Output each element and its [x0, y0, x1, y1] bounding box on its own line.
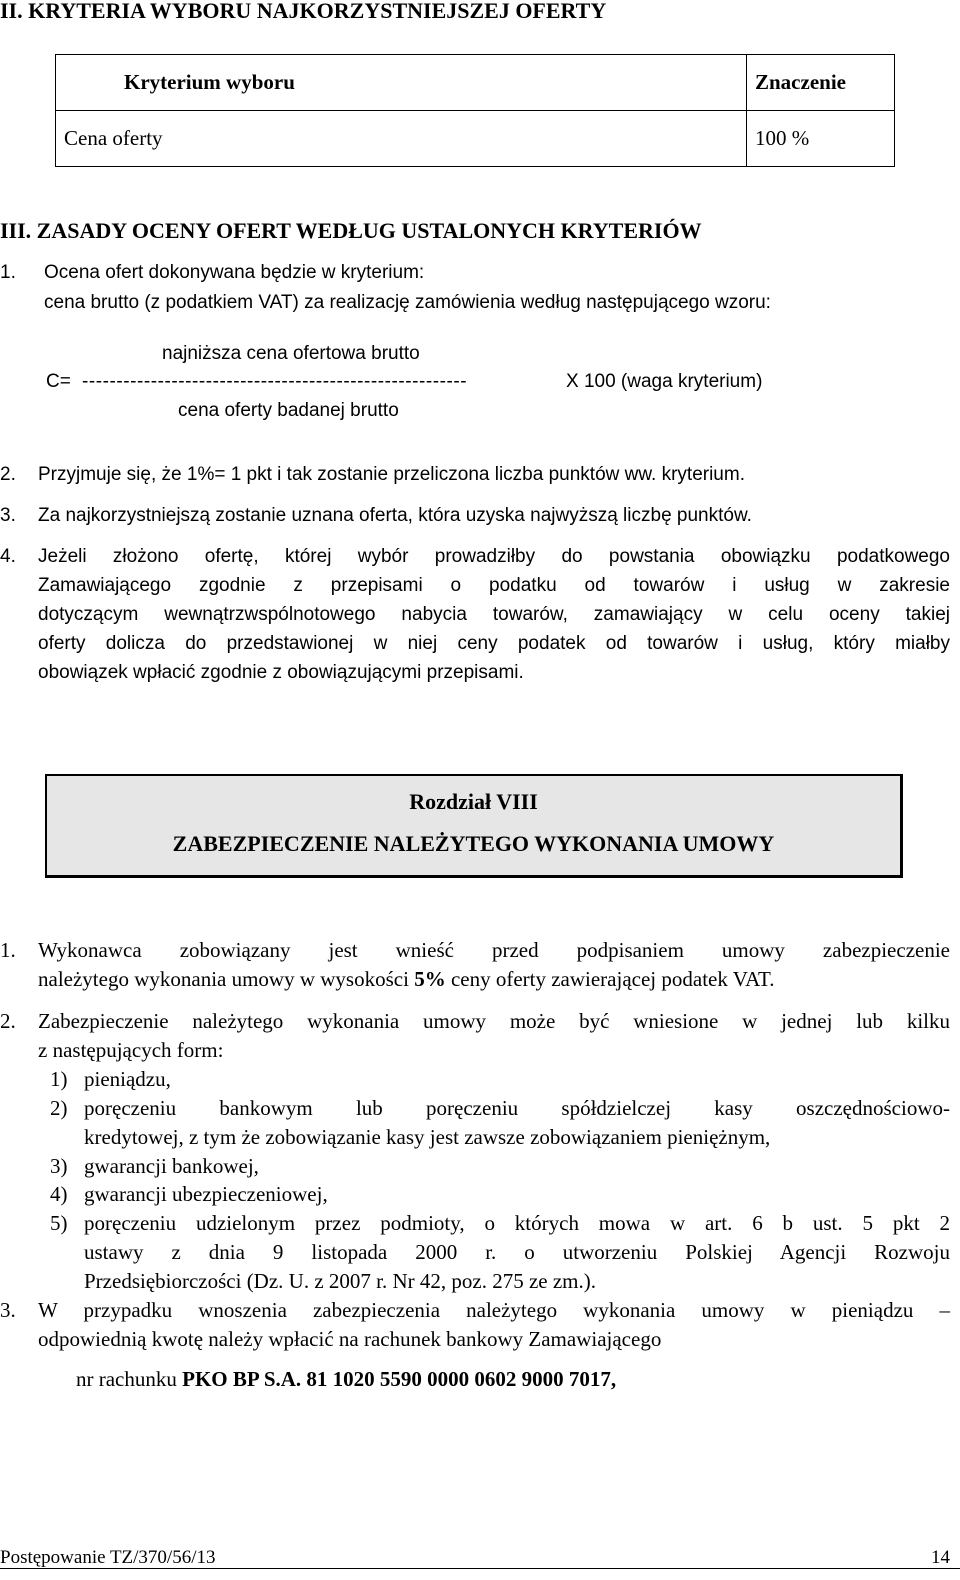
security-p2-line: Zabezpieczenie należytego wykonania umowy może być wniesione w jednej lub kilku: [38, 1009, 950, 1033]
bank-account-label: nr rachunku: [76, 1367, 183, 1391]
rules-item-2-text: Przyjmuje się, że 1%= 1 pkt i tak zostanie przeliczona liczba punktów ww. kryterium.: [38, 464, 745, 485]
criteria-table: [55, 54, 895, 167]
item-number: 3.: [0, 505, 16, 526]
list-item: poręczeniu udzielonym przez podmioty, o których mowa w art. 6 b ust. 5 pkt 2: [84, 1211, 950, 1235]
list-item-number: 3): [50, 1154, 68, 1178]
security-p1-text-a: należytego wykonania umowy w wysokości: [38, 967, 415, 991]
security-p1-line: Wykonawca zobowiązany jest wnieść przed podpisaniem umowy zabezpieczenie: [38, 938, 950, 962]
page-number: 14: [931, 1547, 950, 1568]
security-p1-line: [38, 967, 775, 992]
list-item-number: 1): [50, 1067, 68, 1091]
table-header-criterion: Kryterium wyboru: [56, 55, 747, 111]
section-heading-criteria: II. KRYTERIA WYBORU NAJKORZYSTNIEJSZEJ OFERTY: [0, 0, 607, 23]
item-number: 2.: [0, 1009, 16, 1033]
bank-account-number: PKO BP S.A. 81 1020 5590 0000 0602 9000 7017,: [182, 1367, 617, 1391]
rules-item-4-line: obowiązek wpłacić zgodnie z obowiązującymi przepisami.: [38, 662, 524, 683]
item-number: 1.: [0, 938, 16, 962]
rules-item-3-text: Za najkorzystniejszą zostanie uznana oferta, która uzyska najwyższą liczbę punktów.: [38, 505, 752, 526]
rules-item-4-line: Jeżeli złożono ofertę, której wybór prowadziłby do powstania obowiązku podatkowego: [38, 546, 950, 567]
security-p3-line: odpowiednią kwotę należy wpłacić na rachunek bankowy Zamawiającego: [38, 1327, 662, 1351]
formula-fraction-line: --------------------------------------------------------: [82, 371, 468, 392]
formula-denominator: cena oferty badanej brutto: [178, 400, 399, 421]
table-header-weight: Znaczenie: [747, 55, 895, 111]
footer-reference: Postępowanie TZ/370/56/13: [0, 1547, 216, 1568]
formula-rhs: X 100 (waga kryterium): [566, 371, 763, 392]
bank-account: [76, 1367, 616, 1392]
list-item-continuation: Przedsiębiorczości (Dz. U. z 2007 r. Nr 42, poz. 275 ze zm.).: [84, 1269, 597, 1293]
list-item: poręczeniu bankowym lub poręczeniu spółdzielczej kasy oszczędnościowo-: [84, 1096, 950, 1120]
table-row: [56, 111, 895, 167]
rules-item-4-line: Zamawiającego zgodnie z przepisami o podatku od towarów i usług w zakresie: [38, 575, 950, 596]
list-item-number: 5): [50, 1211, 68, 1235]
table-cell-criterion: Cena oferty: [56, 111, 747, 167]
rules-item-1-text: Ocena ofert dokonywana będzie w kryterium:: [44, 262, 425, 283]
security-p2-line: z następujących form:: [38, 1038, 224, 1062]
chapter-subtitle: ZABEZPIECZENIE NALEŻYTEGO WYKONANIA UMOWY: [172, 831, 775, 856]
list-item-continuation: ustawy z dnia 9 listopada 2000 r. o utworzeniu Polskiej Agencji Rozwoju: [84, 1240, 950, 1264]
security-p3-line: W przypadku wnoszenia zabezpieczenia należytego wykonania umowy w pieniądzu –: [38, 1298, 950, 1322]
list-item-number: 4): [50, 1182, 68, 1206]
formula-numerator: najniższa cena ofertowa brutto: [162, 343, 420, 364]
security-p1-text-b: ceny oferty zawierającej podatek VAT.: [445, 967, 775, 991]
list-item: pieniądzu,: [84, 1067, 171, 1091]
rules-item-4-line: oferty dolicza do przedstawionej w niej ceny podatek od towarów i usług, który miałby: [38, 633, 950, 654]
formula-lhs: C=: [46, 371, 71, 392]
list-item-continuation: kredytowej, z tym że zobowiązanie kasy jest zawsze zobowiązaniem pieniężnym,: [84, 1125, 771, 1149]
item-number: 3.: [0, 1298, 16, 1322]
security-percentage: 5%: [414, 967, 446, 991]
list-item: gwarancji ubezpieczeniowej,: [84, 1182, 328, 1206]
list-item: gwarancji bankowej,: [84, 1154, 259, 1178]
rules-item-1-formula-intro: cena brutto (z podatkiem VAT) za realizację zamówienia według następującego wzoru:: [44, 292, 771, 313]
rules-item-4-line: dotyczącym wewnątrzwspólnotowego nabycia towarów, zamawiający w celu oceny takiej: [38, 604, 950, 625]
table-header-row: [56, 55, 895, 111]
item-number: 4.: [0, 546, 16, 567]
section-heading-rules: III. ZASADY OCENY OFERT WEDŁUG USTALONYCH KRYTERIÓW: [0, 218, 702, 243]
item-number: 2.: [0, 464, 16, 485]
chapter-title: Rozdział VIII: [409, 789, 538, 814]
chapter-header-box: [45, 774, 903, 878]
list-item-number: 2): [50, 1096, 68, 1120]
table-cell-weight: 100 %: [747, 111, 895, 167]
item-number: 1.: [0, 262, 16, 283]
